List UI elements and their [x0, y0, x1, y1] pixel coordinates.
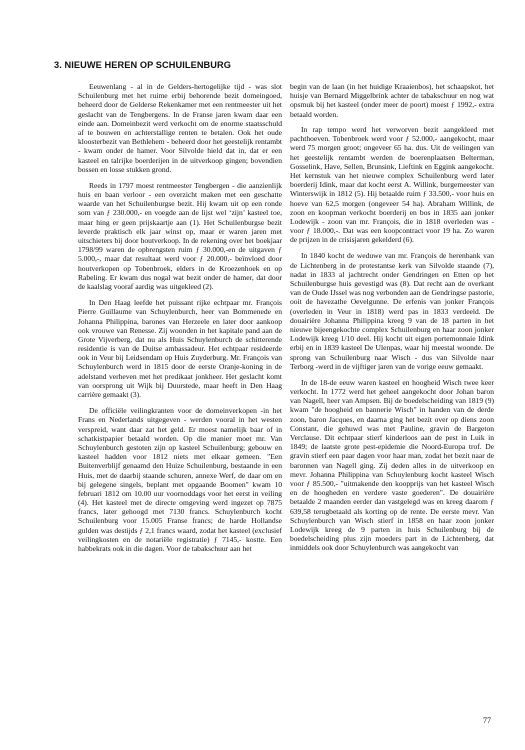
- paragraph: Eeuwenlang - al in de Gelders-hertogelijke tijd - was slot Schuilenburg met het ruime erbij behorende bezit domeingoed, beheerd door de Gelderse Rekenkamer met een rentmeester uit het geslacht van de Tengbergens. In de Franse jaren kwam daar een einde aan. Domeinbezit werd verkocht om de enorme staatsschuld af te bouwen en achterstallige renten te betalen. Ook het oude kloosterbezit van Bethlehem - beheerd door het geestelijk rentambt - kwam onder de hamer. Voor Silvolde hield dat in, dat er een kasteel en talrijke boerderijen in de uitverkoop gingen; bovendien bossen en losse stukken grond.: [78, 82, 282, 174]
- paragraph: In rap tempo werd het verworven bezit aangekleed met pachthoeven. Tobenbroek werd voor ƒ 52.000,- aangekocht, maar werd 75 morgen groot; ongeveer 65 ha. dus. Uit de veilingen van het geestelijk rentambt werden de boerenplaatsen Belterman, Gosselink, Have, Sellen, Brunsink, Lieftink en Eggink aangekocht. Het kernstuk van het nieuwe complex Schuilenburg werd later boerderij Idink, maar dat kocht eerst A. Willink, burgemeester van Winterswijk in 1812 (5). Hij betaalde ruim ƒ 33.500,- voor huis en hoeve van 62,5 morgen (ongeveer 54 ha). Abraham Willink, de zoon en koopman verkocht boerderij en bos in 1835 aan jonker Lodewijk - zoon van mr. François, die in 1818 overleden was - voor ƒ 18.000,-. Dat was een koopcontract voor 19 ha. Zo waren de prijzen in de crisisjaren gekelderd (6).: [290, 125, 494, 245]
- paragraph: In Den Haag leefde het puissant rijke echtpaar mr. François Pierre Guillaume van Schuylenburch, heer van Bommenede en Johanna Philippina, barones van Herzeele en later door aankoop ook vrouwe van Renesse. Zij woonden in het kapitale pand aan de Grote Vijverberg, dat nu als Huis Schuylenburch de schitterende residentie is van de Duitse ambassadeur. Het echtpaar resideerde ook in Veur bij Leidsendam op Huis Zuyderburg. Mr. François van Schuylenburch werd in 1815 door de eerste Oranje-koning in de adelstand verheven met het predikaat jonkheer. Het geslacht komt van oorsprong uit Wijk bij Duurstede, maar heeft in Den Haag carrière gemaakt (3).: [78, 298, 282, 399]
- paragraph: De officiële veilingkranten voor de domeinverkopen -in het Frans en Nederlands uitgegeven - werden vooral in het westen verspreid, want daar zat het geld. Er moest namelijk baar of in schatkistpapier betaald worden. Op die manier moet mr. Van Schuylenburch gestoten zijn op kasteel Schuilenburg; gebouw en kasteel hadden voor 1812 niets met elkaar gemeen. "Een Buitenverblijf genaamd den Huize Schuilenburg, bestaande in een Huis, met de daarbij staande schuren, annexe Werf, de daar om en bij gelegene singels, beplant met opgaande Boomen" kwam 10 februari 1812 om 10.00 uur voornoddags voor het eerst in veiling (4). Het kasteel met de directe omgeving werd ingezet op 7875 francs, later gehoogd met 7130 francs. Schuylenburch kocht Schuilenburg voor 15.005 Franse francs; de harde Hollandse gulden was destijds ƒ 2,1 francs waard, zodat het kasteel (exclusief veilingkosten en de notariële registratie) ƒ 7145,- kostte. Een habbekrats ook in die dagen. Voor de tabakschuur aan het: [78, 406, 282, 553]
- page-number: 77: [483, 716, 491, 725]
- right-column-continuation: begin van de laan (in het huidige Kraaienbos), het schaapskot, het huisje van Bernard Miggelbrink achter de tabakschuur en nog wat opsmuk bij het kasteel (onder meer de poort) moest ƒ 1992,- extra betaald worden.: [290, 82, 494, 119]
- right-column: [290, 125, 494, 559]
- section-heading: 3. NIEUWE HEREN OP SCHUILENBURG: [54, 60, 232, 70]
- paragraph: In de 18-de eeuw waren kasteel en hoogheid Wisch twee keer verkocht. In 1772 werd het geheel aangekocht door Johan baron van Nagell, heer van Ampsen. Bij de boedelscheiding van 1819 (9) kwam "de hoogheid en bannerie Wisch" in handen van de derde zoon, baron Jacques, en daarna ging het bezit over op diens zoon Constant, die gehuwd was met Pauline, gravin de Bargeton Verclause. Dit echtpaar stierf kinderloos aan de pest in Luik in 1849; de laatste grote pest-epidemie die Noord-Europa trof. De gravin stierf een paar dagen voor haar man, zodat het bezit naar de baronnen van Nagell ging. Zij deden alles in de uitverkoop en mevr. Johanna Philippina van Schuylenburg kocht kasteel Wisch voor ƒ 85.500,- "uitmakende den koopprijs van het kasteel Wisch en de hoogheden en verdere vaste goederen". De douairière betaalde 2 maanden eerder dan vastgelegd was en kreeg daarom ƒ 639,58 terugbetaald als korting op de rente. De eerste mevr. Van Schuylenburch van Wisch stierf in 1858 en haar zoon jonker Lodewijk kreeg de 9 parten in huis Schuilenburg bij de boedelscheiding plus zijn moeders part in de Lichtenberg, dat inmiddels ook door Schuylenburch was aangekocht van: [290, 377, 494, 553]
- paragraph: In 1840 kocht de weduwe van mr. François de herenbank van de Lichtenberg in de protestantse kerk van Silvolde staande (7), nadat in 1833 al jachtrecht onder Gendringen en Etten op het Schuilenburgse huis gevestigd was (8). Dat recht aan de overkant van de Oude IJssel was nog verbonden aan de Gendringse pastorie, ooit de havezathe Oevelgunne. De erfenis van jonker François (overleden in Veur in 1818) werd pas in 1833 verdeeld. De douairière Johanna Philippina kreeg 9 van de 18 parten in het nieuwe bijeengekochte complex Schuilenburg en haar zoon jonker Lodewijk kreeg 1/10 deel. Hij kocht uit eigen portemonnaie Idink erbij en in 1839 kasteel De Ulenpas, waar hij meestal woonde. De sprong van Schuilenburg naar Wisch - dus van Silvolde naar Terborg -werd in de vijftiger jaren van de vorige eeuw gemaakt.: [290, 251, 494, 371]
- paragraph: Reeds in 1797 moest rentmeester Tengbergen - die aanzienlijk huis en baan verloor - een overzicht maken met een geschatte waarde van het Schuilenburgse bezit. Hij kwam uit op een ronde som van ƒ 230.000,- en voegde aan de lijst wel ‘zijn’ kasteel toe, maar hing er geen prijskaartje aan (1). Het Schuilenburgse bezit leverde praktisch elk jaar winst op, maar er waren jaren met uitschieters bij door houtverkoop. In de rekening over het boekjaar 1798/99 waren de opbrengsten ruim ƒ 30.000,-en de uitgaven ƒ 5.000,-, maar dat resultaat werd voor ƒ 20.000,- beïnvloed door houtverkopen op Tobenbroek, elders in de Kroezenhoek en op Rabeling. Er kwam dus nogal wat bezit onder de hamer, dat door de kaalslag vooraf aardig was uitgekleed (2).: [78, 180, 282, 291]
- left-column: [78, 82, 282, 560]
